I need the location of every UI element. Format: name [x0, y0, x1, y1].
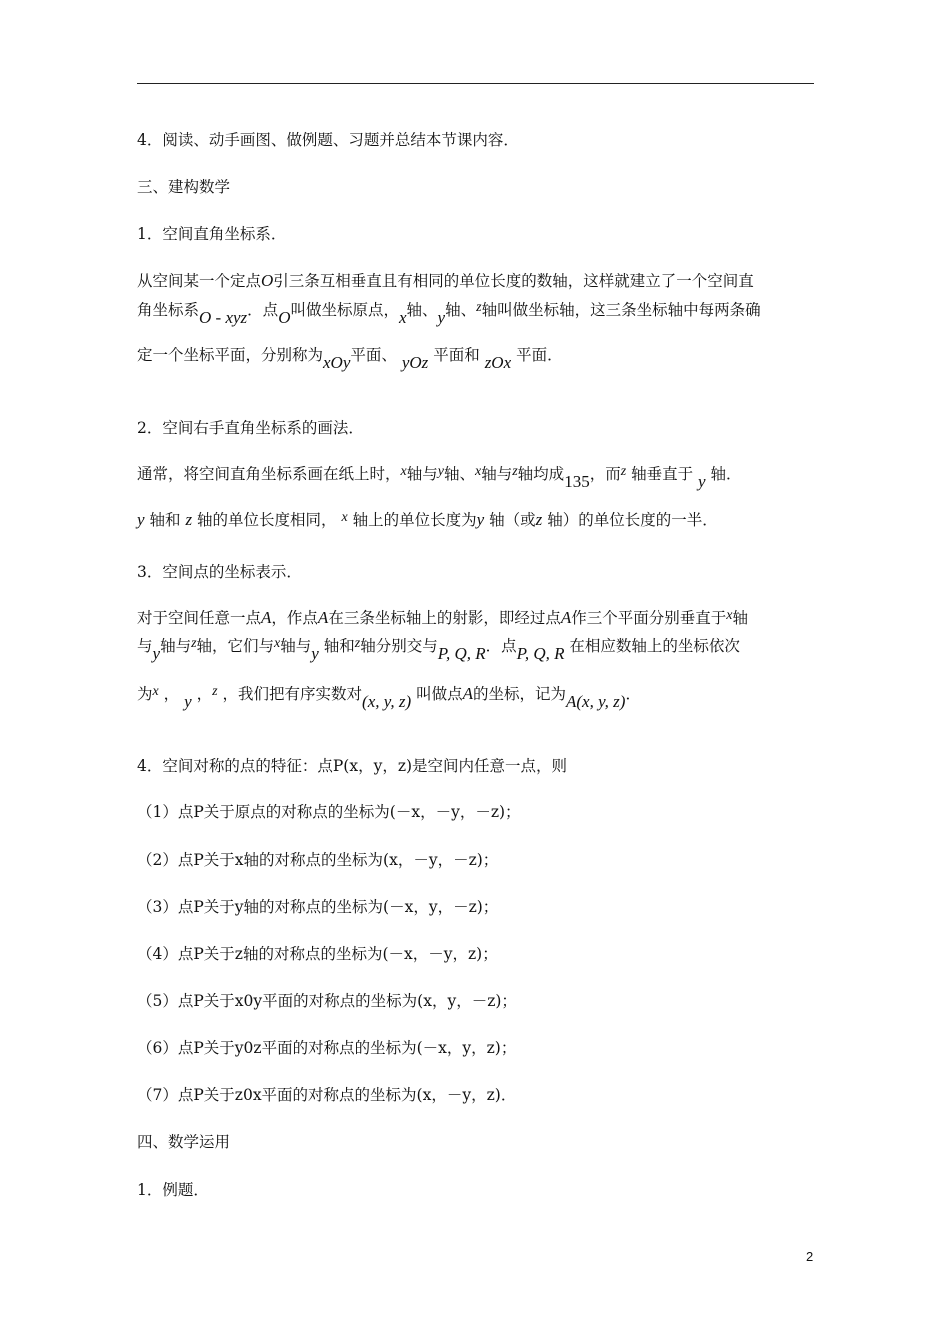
paragraph-line-7: 与y轴与z轴，它们与x轴与y 轴和z轴分别交与P, Q, R．点P, Q, R 在相应数轴上的坐标依次 — [137, 636, 740, 663]
paragraph-line-8: 为x ， y ，z ，我们把有序实数对(x, y, z) 叫做点A的坐标，记为A(x, y, z)． — [137, 684, 641, 711]
subheading-point-coordinates: 3．空间点的坐标表示． — [137, 563, 302, 581]
subheading-right-hand-system: 2．空间右手直角坐标系的画法． — [137, 419, 364, 437]
subheading-coordinate-system: 1．空间直角坐标系． — [137, 225, 287, 243]
header-rule — [137, 83, 814, 84]
paragraph-line-4: 通常，将空间直角坐标系画在纸上时，x轴与y轴、x轴与z轴均成135，而z 轴垂直于 y 轴． — [137, 464, 742, 491]
paragraph-line-5: y 轴和 z 轴的单位长度相同， x 轴上的单位长度为y 轴（或z 轴）的单位长度的一半． — [137, 510, 718, 529]
subheading-examples: 1．例题． — [137, 1181, 209, 1199]
page-number: 2 — [806, 1249, 814, 1264]
subheading-symmetric-points: 4．空间对称的点的特征：点P(x，y，z)是空间内任意一点，则 — [137, 757, 568, 775]
list-item: （3）点P关于y轴的对称点的坐标为(－x，y，－z)； — [137, 898, 499, 916]
section-heading-application: 四、数学运用 — [137, 1133, 231, 1151]
list-item: （4）点P关于z轴的对称点的坐标为(－x，－y，z)； — [137, 945, 498, 963]
paragraph-line-3: 定一个坐标平面，分别称为xOy平面、 yOz 平面和 zOx 平面． — [137, 346, 563, 372]
math-O: O — [261, 271, 274, 290]
list-item: （6）点P关于y0z平面的对称点的坐标为(－x，y，z)； — [137, 1039, 517, 1057]
paragraph-line-6: 对于空间任意一点A，作点A在三条坐标轴上的射影，即经过点A作三个平面分别垂直于x轴 — [137, 608, 748, 627]
list-item: （1）点P关于原点的对称点的坐标为(－x，－y，－z)； — [137, 803, 521, 821]
paragraph-line-1: 从空间某一个定点O引三条互相垂直且有相同的单位长度的数轴，这样就建立了一个空间直 — [137, 271, 754, 290]
list-item: （7）点P关于z0x平面的对称点的坐标为(x，－y，z)． — [137, 1086, 517, 1104]
list-item: （2）点P关于x轴的对称点的坐标为(x，－y，－z)； — [137, 851, 499, 869]
section-heading-construct: 三、建构数学 — [137, 178, 231, 196]
text-line-reading: 4．阅读、动手画图、做例题、习题并总结本节课内容． — [137, 131, 519, 149]
list-item: （5）点P关于x0y平面的对称点的坐标为(x，y，－z)； — [137, 992, 517, 1010]
paragraph-line-2: 角坐标系O - xyz．点O叫做坐标原点，x轴、y轴、z轴叫做坐标轴，这三条坐标轴中每两条确 — [137, 300, 761, 327]
